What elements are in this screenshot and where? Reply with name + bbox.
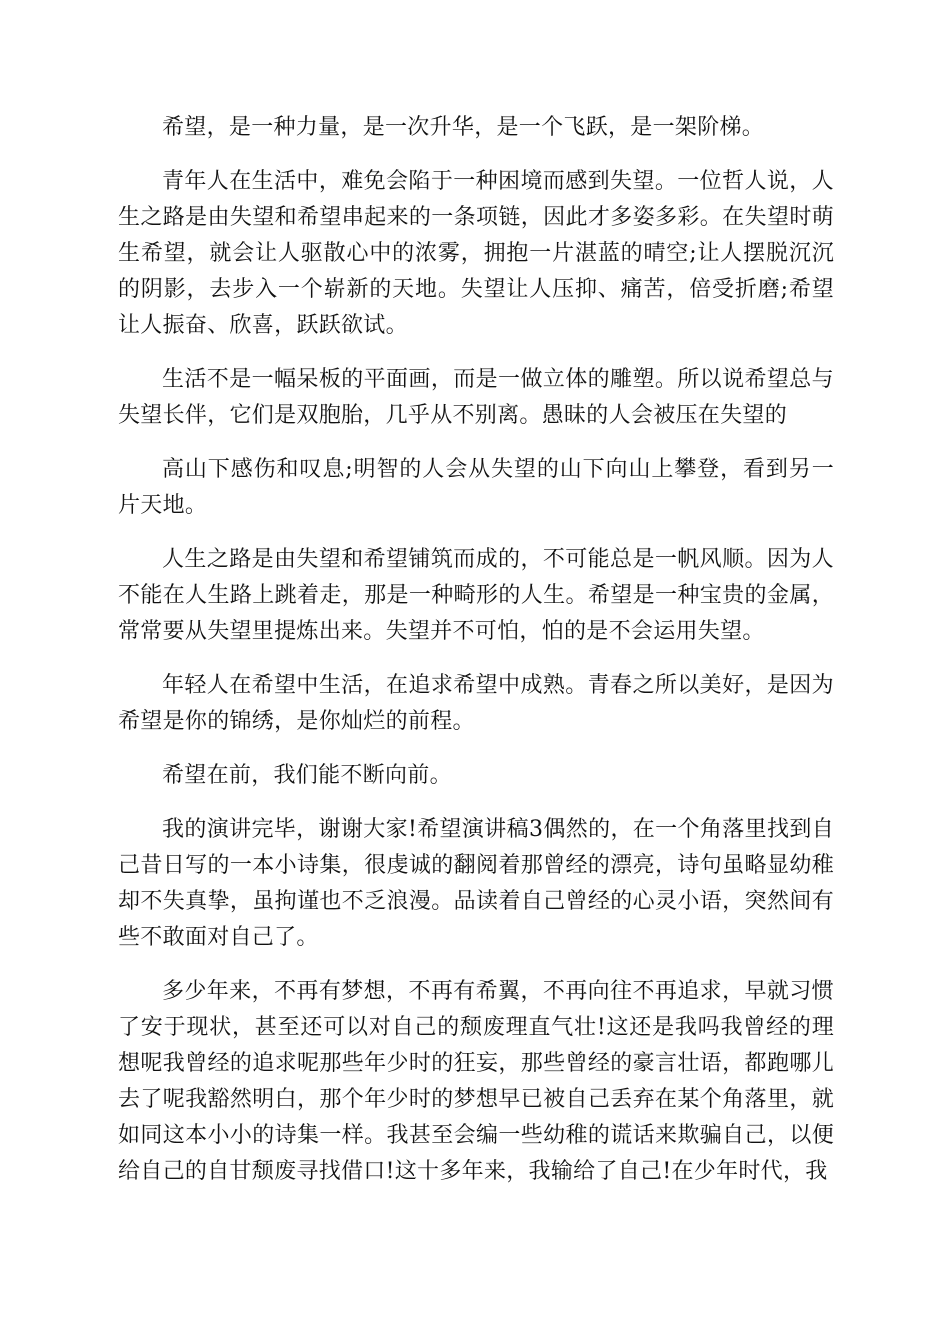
paragraph-1: 希望，是一种力量，是一次升华，是一个飞跃，是一架阶梯。 [162, 115, 765, 140]
paragraph-2: 青年人在生活中，难免会陷于一种困境而感到失望。一位哲人说，人生之路是由失望和希望串起来的一条项链，因此才多姿多彩。在失望时萌生希望，就会让人驱散心中的浓雾，拥抱一片湛蓝的晴空;让人摆脱沉沉的阴影，去步入一个崭新的天地。失望让人压抑、痛苦，倍受折磨;希望让人振奋、欣喜，跃跃欲试。 [118, 169, 834, 338]
paragraph-5: 人生之路是由失望和希望铺筑而成的，不可能总是一帆风顺。因为人不能在人生路上跳着走，那是一种畸形的人生。希望是一种宝贵的金属，常常要从失望里提炼出来。失望并不可怕，怕的是不会运用失望。 [118, 547, 834, 644]
paragraph-7: 希望在前，我们能不断向前。 [162, 763, 452, 788]
document-page [118, 110, 834, 1208]
paragraph-8: 我的演讲完毕，谢谢大家!希望演讲稿3偶然的，在一个角落里找到自己昔日写的一本小诗集，很虔诚的翻阅着那曾经的漂亮，诗句虽略显幼稚却不失真挚，虽拘谨也不乏浪漫。品读着自己曾经的心灵小语，突然间有些不敢面对自己了。 [118, 817, 834, 950]
paragraph-3: 生活不是一幅呆板的平面画，而是一做立体的雕塑。所以说希望总与失望长伴，它们是双胞胎，几乎从不别离。愚昧的人会被压在失望的 [118, 367, 834, 428]
paragraph-9: 多少年来，不再有梦想，不再有希翼，不再向往不再追求，早就习惯了安于现状，甚至还可以对自己的颓废理直气壮!这还是我吗我曾经的理想呢我曾经的追求呢那些年少时的狂妄，那些曾经的豪言壮语，都跑哪儿去了呢我豁然明白，那个年少时的梦想早已被自己丢弃在某个角落里，就如同这本小小的诗集一样。我甚至会编一些幼稚的谎话来欺骗自己，以便给自己的自甘颓废寻找借口!这十多年来，我输给了自己!在少年时代，我 [118, 979, 834, 1184]
paragraph-6: 年轻人在希望中生活，在追求希望中成熟。青春之所以美好，是因为希望是你的锦绣，是你灿烂的前程。 [118, 673, 834, 734]
paragraph-4: 高山下感伤和叹息;明智的人会从失望的山下向山上攀登，看到另一片天地。 [118, 457, 834, 518]
